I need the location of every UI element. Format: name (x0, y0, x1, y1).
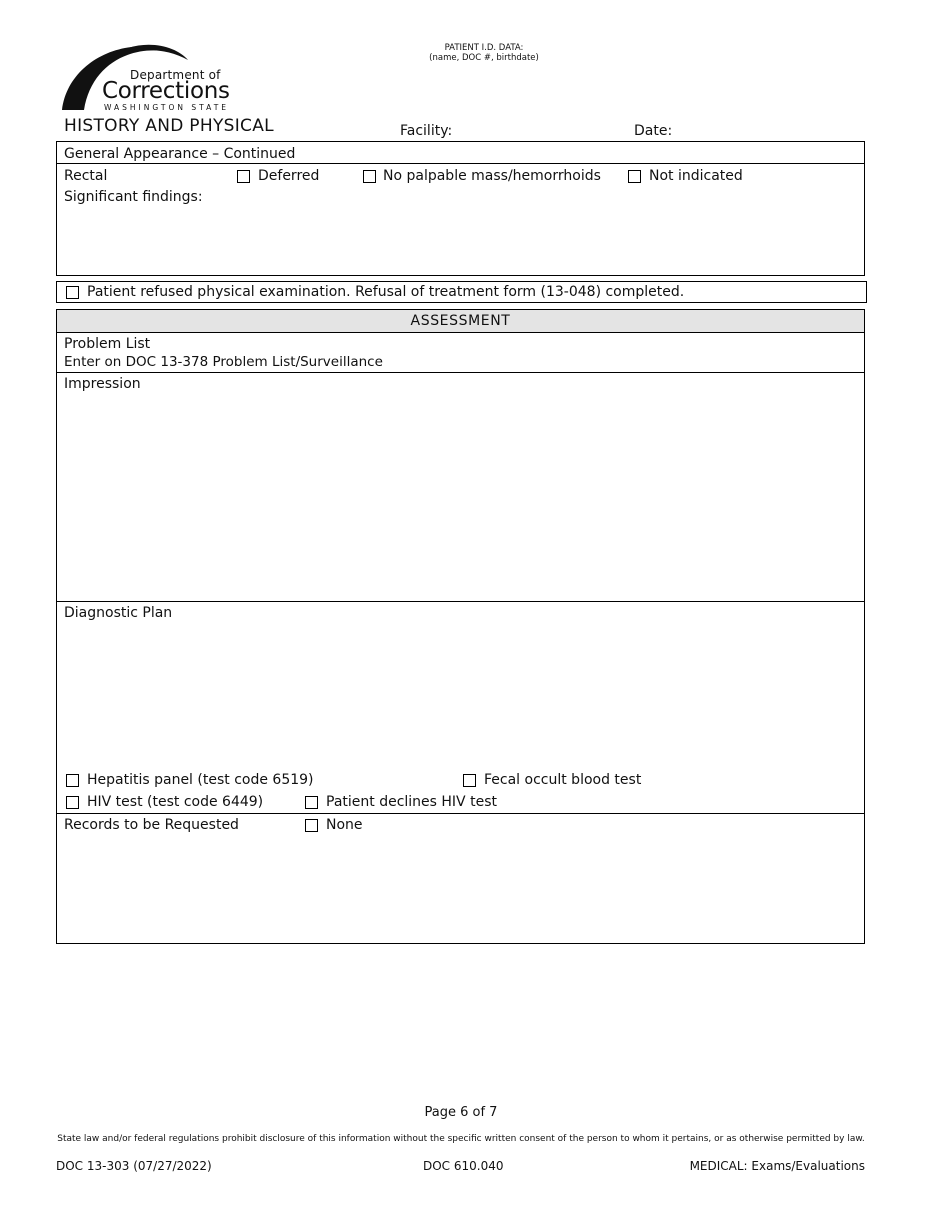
patient-refused-checkbox[interactable] (66, 286, 79, 299)
page-title: HISTORY AND PHYSICAL (64, 116, 274, 136)
logo-state: WASHINGTON STATE (104, 103, 230, 112)
patient-id-hint: (name, DOC #, birthdate) (429, 53, 539, 63)
diagnostic-plan-label: Diagnostic Plan (64, 605, 173, 621)
impression-field[interactable] (60, 396, 860, 598)
general-appearance-heading: General Appearance – Continued (64, 146, 296, 162)
doc-logo (58, 40, 248, 115)
deferred-checkbox[interactable] (237, 170, 250, 183)
hiv-test-label: HIV test (test code 6449) (87, 794, 264, 810)
date-label: Date: (634, 123, 673, 139)
logo-agency: Corrections (102, 78, 230, 104)
patient-id-block (404, 43, 564, 63)
hepatitis-panel-checkbox[interactable] (66, 774, 79, 787)
divider (56, 163, 865, 164)
impression-label: Impression (64, 376, 141, 392)
not-indicated-checkbox[interactable] (628, 170, 641, 183)
fecal-occult-checkbox[interactable] (463, 774, 476, 787)
records-none-checkbox[interactable] (305, 819, 318, 832)
significant-findings-field[interactable] (60, 208, 860, 272)
hiv-declines-label: Patient declines HIV test (326, 794, 497, 810)
divider (56, 813, 865, 814)
hiv-test-checkbox[interactable] (66, 796, 79, 809)
not-indicated-label: Not indicated (649, 168, 743, 184)
disclaimer: State law and/or federal regulations prohibit disclosure of this information without the specific written consent of the person to whom it pertains, or as otherwise permitted by law. (57, 1134, 865, 1144)
divider (56, 601, 865, 602)
patient-id-label: PATIENT I.D. DATA: (444, 43, 524, 53)
policy-number: DOC 610.040 (423, 1159, 504, 1173)
fecal-occult-label: Fecal occult blood test (484, 772, 642, 788)
patient-refused-label: Patient refused physical examination. Refusal of treatment form (13-048) completed. (87, 284, 685, 300)
problem-list-note: Enter on DOC 13-378 Problem List/Surveillance (64, 354, 383, 370)
divider (56, 372, 865, 373)
form-number: DOC 13-303 (07/27/2022) (56, 1159, 212, 1173)
rectal-label: Rectal (64, 168, 108, 184)
records-none-label: None (326, 817, 363, 833)
diagnostic-plan-field[interactable] (60, 625, 860, 765)
facility-label: Facility: (400, 123, 453, 139)
no-palpable-mass-label: No palpable mass/hemorrhoids (383, 168, 601, 184)
assessment-heading: ASSESSMENT (57, 310, 864, 333)
records-requested-label: Records to be Requested (64, 817, 239, 833)
page-number: Page 6 of 7 (424, 1105, 498, 1120)
records-requested-field[interactable] (60, 840, 860, 940)
form-category: MEDICAL: Exams/Evaluations (689, 1159, 865, 1173)
problem-list-label: Problem List (64, 336, 151, 352)
hepatitis-panel-label: Hepatitis panel (test code 6519) (87, 772, 314, 788)
logo-department: Department of (130, 68, 221, 82)
no-palpable-mass-checkbox[interactable] (363, 170, 376, 183)
deferred-option-label: Deferred (258, 168, 320, 184)
significant-findings-label: Significant findings: (64, 189, 203, 205)
hiv-declines-checkbox[interactable] (305, 796, 318, 809)
